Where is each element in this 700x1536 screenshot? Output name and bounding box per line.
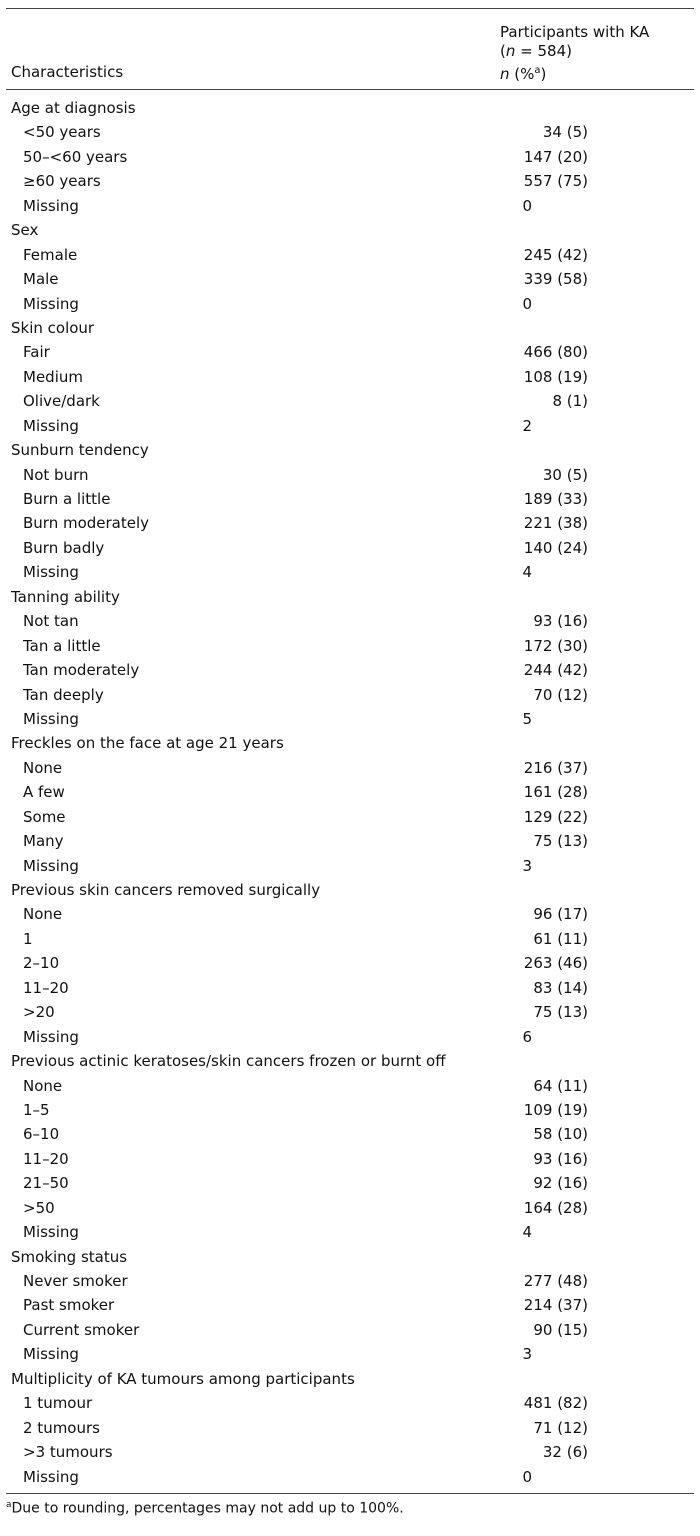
row-label: Missing [23, 196, 79, 215]
row-label: Tan a little [23, 636, 101, 655]
row-value: 83 (14) [533, 978, 588, 997]
table-row [6, 120, 694, 144]
row-label: Female [23, 245, 78, 264]
table-row [6, 560, 694, 584]
row-label: Missing [23, 1467, 79, 1486]
table-footnote [6, 1500, 700, 1517]
row-value: 93 (16) [533, 612, 588, 631]
row-label: Male [23, 270, 59, 289]
row-label: 2 tumours [23, 1418, 100, 1437]
row-label: 11–20 [23, 1149, 69, 1168]
table-row [6, 536, 694, 560]
group-heading-row [6, 1049, 694, 1073]
row-value: 109 (19) [523, 1100, 588, 1119]
row-value: 6 [522, 1027, 532, 1046]
group-heading: Multiplicity of KA tumours among participants [11, 1369, 355, 1388]
table-row [6, 389, 694, 413]
row-value: 32 (6) [542, 1443, 588, 1462]
table-row [6, 927, 694, 951]
row-label: Past smoker [23, 1296, 115, 1315]
table-row [6, 365, 694, 389]
table-row [6, 829, 694, 853]
table-header [6, 9, 694, 89]
row-label: 1–5 [23, 1100, 50, 1119]
row-value: 263 (46) [523, 954, 588, 973]
row-value: 466 (80) [523, 343, 588, 362]
row-value: 4 [522, 1223, 532, 1242]
row-label: Fair [23, 343, 50, 362]
table-row [6, 854, 694, 878]
row-value: 216 (37) [523, 758, 588, 777]
group-heading: Age at diagnosis [11, 99, 136, 117]
group-heading: Smoking status [11, 1247, 128, 1266]
group-heading: Previous skin cancers removed surgically [11, 881, 321, 899]
row-label: Tan moderately [23, 661, 140, 680]
row-label: Not burn [23, 465, 89, 484]
group-heading-row [6, 1367, 694, 1391]
row-label: >20 [23, 1003, 55, 1022]
row-label: None [23, 758, 63, 777]
table-row [6, 1220, 694, 1244]
table-row [6, 169, 694, 193]
row-label: 11–20 [23, 978, 69, 997]
row-value: 161 (28) [523, 783, 588, 802]
row-label: 2–10 [23, 954, 60, 973]
table-row [6, 1391, 694, 1415]
table-row [6, 340, 694, 364]
row-label: Tan deeply [23, 685, 104, 704]
paren-open: ( [500, 42, 506, 60]
group-heading-row [6, 1245, 694, 1269]
row-value: 140 (24) [523, 538, 588, 557]
row-label: Missing [23, 1027, 79, 1046]
row-label: Missing [23, 294, 79, 313]
row-label: None [23, 905, 63, 924]
group-heading-row [6, 218, 694, 242]
row-value: 30 (5) [542, 465, 588, 484]
row-value: 0 [522, 196, 532, 215]
row-value: 64 (11) [533, 1076, 588, 1095]
table-row [6, 1196, 694, 1220]
table-row [6, 976, 694, 1000]
table-row [6, 487, 694, 511]
table-row [6, 511, 694, 535]
table-row [6, 1098, 694, 1122]
table-body [6, 96, 694, 1489]
table-row [6, 243, 694, 267]
row-label: >50 [23, 1198, 55, 1217]
row-value: 34 (5) [542, 123, 588, 142]
row-value: 92 (16) [533, 1174, 588, 1193]
table-row [6, 658, 694, 682]
participants-column-header [500, 23, 649, 84]
row-value: 3 [522, 856, 532, 875]
row-label: 6–10 [23, 1125, 60, 1144]
n-italic: n [500, 65, 510, 83]
table-row [6, 1171, 694, 1195]
table-row [6, 951, 694, 975]
row-value: 221 (38) [523, 514, 588, 533]
column-header-line-1: Participants with KA [500, 23, 650, 41]
group-heading-row [6, 731, 694, 755]
row-label: Missing [23, 1223, 79, 1242]
row-value: 481 (82) [523, 1394, 588, 1413]
bottom-rule [6, 1493, 694, 1494]
header-rule [6, 89, 694, 90]
footnote-text: Due to rounding, percentages may not add up to 100%. [11, 1500, 404, 1517]
row-label: >3 tumours [23, 1443, 113, 1462]
row-label: <50 years [23, 123, 101, 142]
table-row [6, 780, 694, 804]
row-value: 96 (17) [533, 905, 588, 924]
paren-close: ) [540, 65, 547, 83]
row-value: 75 (13) [533, 1003, 588, 1022]
table-row [6, 805, 694, 829]
characteristics-header: Characteristics [11, 63, 124, 81]
row-value: 557 (75) [523, 172, 588, 191]
group-heading: Previous actinic keratoses/skin cancers frozen or burnt off [11, 1052, 446, 1071]
row-value: 61 (11) [533, 929, 588, 948]
row-value: 2 [522, 416, 532, 435]
row-label: Current smoker [23, 1320, 140, 1339]
row-value: 3 [522, 1345, 532, 1364]
row-label: 50–<60 years [23, 147, 128, 166]
table-row [6, 1025, 694, 1049]
row-label: Missing [23, 856, 79, 875]
column-header-line-3 [500, 61, 649, 84]
row-label: Olive/dark [23, 392, 100, 411]
row-label: Missing [23, 563, 79, 582]
row-label: Never smoker [23, 1272, 128, 1290]
row-value: 0 [522, 1467, 532, 1486]
group-heading: Skin colour [11, 318, 95, 337]
row-value: 75 (13) [533, 832, 588, 851]
table-row [6, 1074, 694, 1098]
row-value: 164 (28) [523, 1198, 588, 1217]
table-row [6, 1293, 694, 1317]
row-value: 90 (15) [533, 1320, 588, 1339]
row-value: 5 [522, 709, 532, 728]
row-label: Not tan [23, 612, 79, 631]
row-value: 244 (42) [523, 661, 588, 680]
footnote-marker: a [534, 65, 541, 76]
group-heading-row [6, 585, 694, 609]
group-heading: Sunburn tendency [11, 441, 149, 460]
table-row [6, 194, 694, 218]
row-value: 147 (20) [523, 147, 588, 166]
group-heading: Tanning ability [11, 587, 120, 606]
group-heading-row [6, 438, 694, 462]
row-label: Many [23, 832, 64, 851]
table-row [6, 1416, 694, 1440]
row-label: Burn badly [23, 538, 105, 557]
row-value: 70 (12) [533, 685, 588, 704]
row-label: Missing [23, 709, 79, 728]
sample-size: = 584) [515, 42, 572, 60]
group-heading-row [6, 96, 694, 120]
table-row [6, 1000, 694, 1024]
table-row [6, 1122, 694, 1146]
table-row [6, 1147, 694, 1171]
row-value: 339 (58) [523, 270, 588, 289]
table-row [6, 1269, 694, 1293]
table-row [6, 463, 694, 487]
table-row [6, 683, 694, 707]
row-value: 172 (30) [523, 636, 588, 655]
row-value: 0 [522, 294, 532, 313]
table-row [6, 145, 694, 169]
row-label: Medium [23, 367, 83, 386]
table-row [6, 267, 694, 291]
row-value: 245 (42) [523, 245, 588, 264]
table-row [6, 707, 694, 731]
table-row [6, 756, 694, 780]
table-row [6, 292, 694, 316]
row-value: 108 (19) [523, 367, 588, 386]
table-row [6, 1318, 694, 1342]
row-label: 21–50 [23, 1174, 69, 1193]
group-heading-row [6, 878, 694, 902]
table-row [6, 634, 694, 658]
table-row [6, 902, 694, 926]
row-label: Some [23, 807, 66, 826]
group-heading: Sex [11, 221, 39, 240]
row-label: Missing [23, 1345, 79, 1364]
row-label: Missing [23, 416, 79, 435]
row-label: None [23, 1076, 63, 1095]
row-value: 277 (48) [523, 1272, 588, 1290]
group-heading: Freckles on the face at age 21 years [11, 734, 284, 753]
row-label: A few [23, 783, 65, 802]
table-row [6, 1342, 694, 1366]
percent-label: (% [509, 65, 535, 83]
footnote-marker: a [6, 1499, 12, 1510]
row-label: Burn moderately [23, 514, 150, 533]
row-value: 93 (16) [533, 1149, 588, 1168]
row-label: ≥60 years [23, 172, 101, 191]
table-row [6, 1440, 694, 1464]
row-value: 214 (37) [523, 1296, 588, 1315]
row-value: 58 (10) [533, 1125, 588, 1144]
row-label: 1 [23, 929, 33, 948]
row-label: 1 tumour [23, 1394, 93, 1413]
row-value: 71 (12) [533, 1418, 588, 1437]
table-row [6, 1465, 694, 1489]
row-value: 4 [522, 563, 532, 582]
column-header-line-2 [500, 42, 649, 61]
n-italic: n [505, 42, 516, 60]
table-row [6, 414, 694, 438]
row-value: 129 (22) [523, 807, 588, 826]
row-value: 189 (33) [523, 490, 588, 508]
table-row [6, 609, 694, 633]
row-label: Burn a little [23, 490, 111, 508]
row-value: 8 (1) [552, 392, 588, 411]
group-heading-row [6, 316, 694, 340]
